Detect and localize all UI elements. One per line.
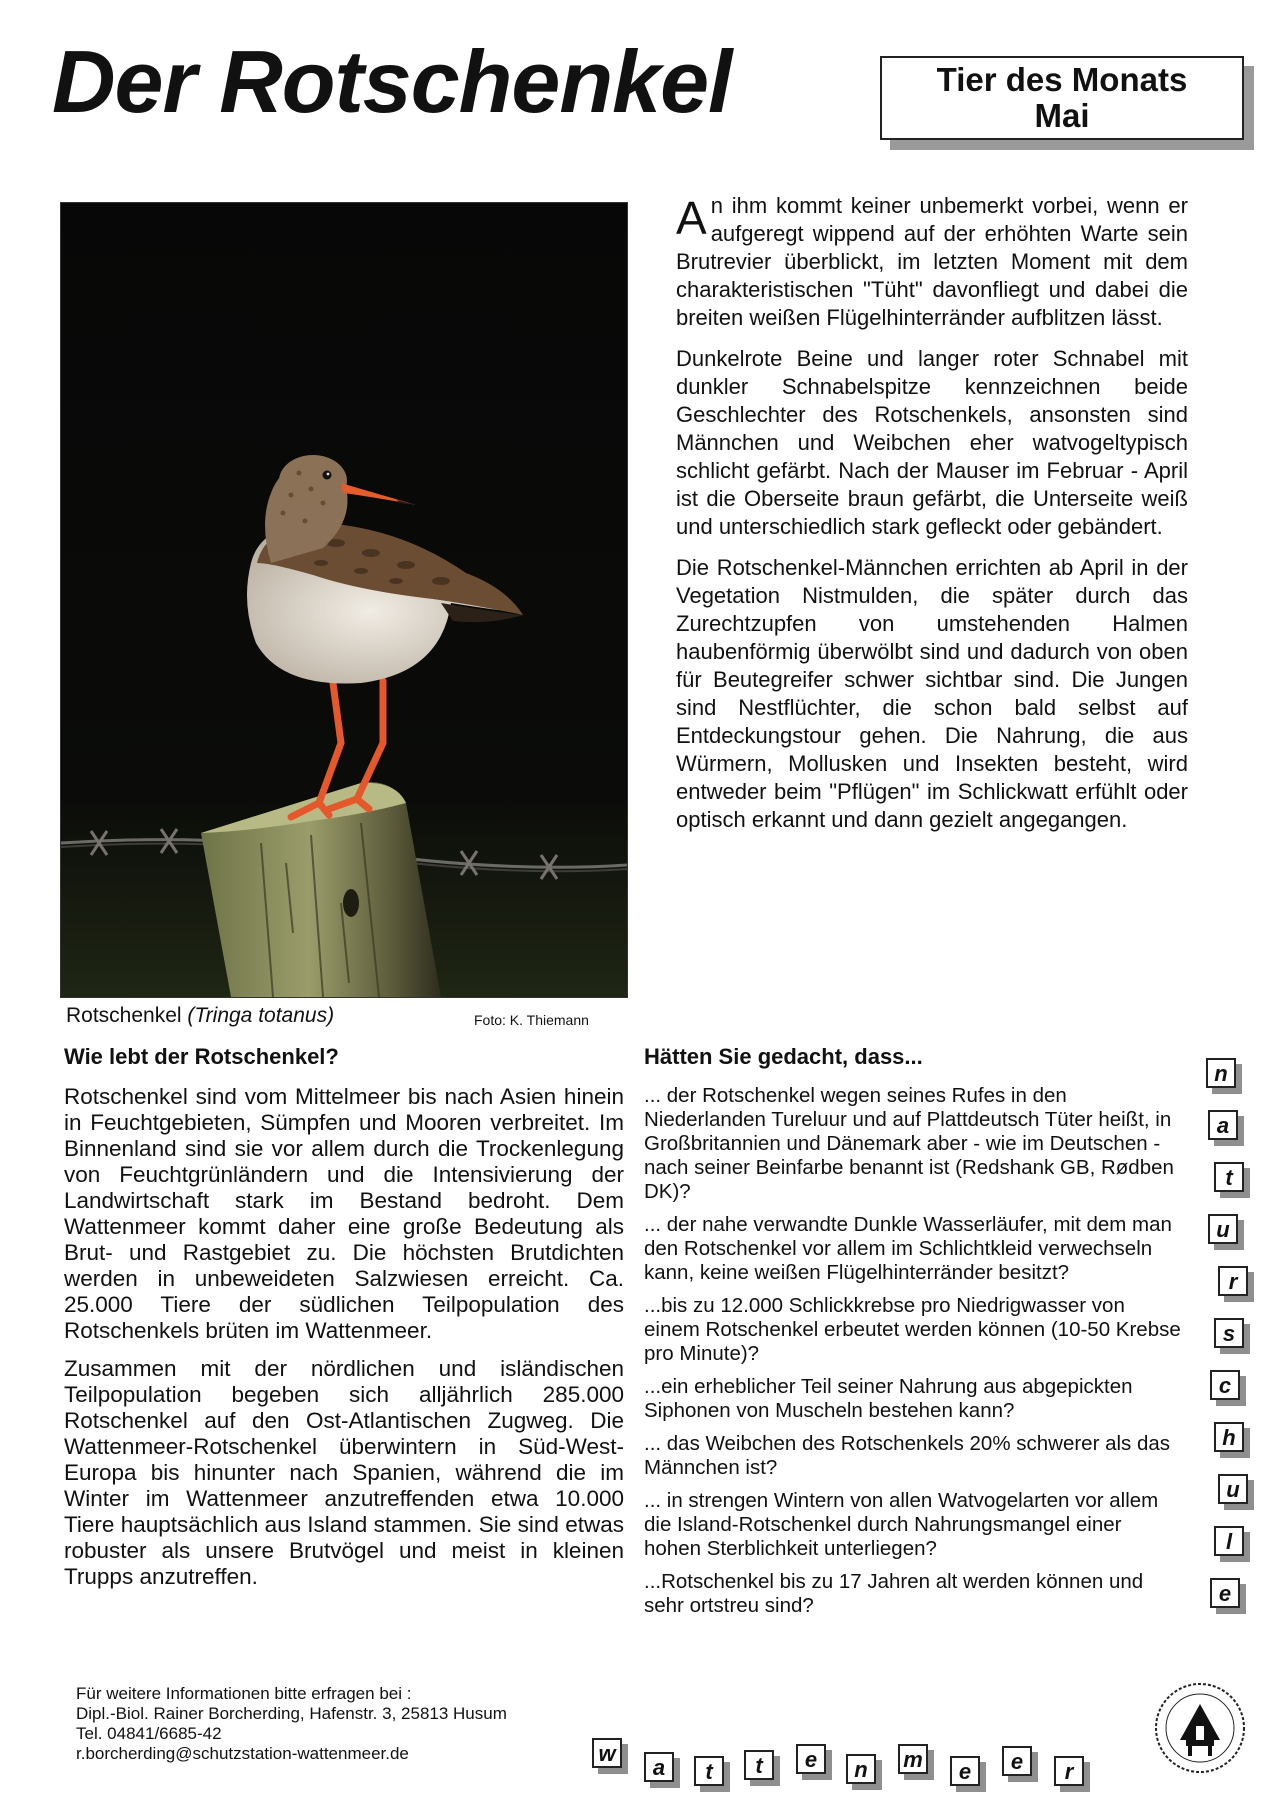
redshank-illustration — [61, 203, 627, 997]
fact-item: ... das Weibchen des Rotschenkels 20% schwerer als das Männchen ist? — [644, 1432, 1171, 1479]
animal-of-month-badge — [880, 56, 1244, 140]
side-letter-tile: a — [1208, 1110, 1238, 1140]
side-letter-tile: r — [1218, 1266, 1248, 1296]
contact-info — [76, 1684, 507, 1764]
bottom-letter-tile: m — [898, 1744, 928, 1774]
facts-section — [644, 1044, 1184, 1627]
badge-line-1: Tier des Monats — [936, 61, 1188, 98]
side-letter-tile: c — [1210, 1370, 1240, 1400]
bottom-letter-tile: t — [694, 1756, 724, 1786]
side-letter-tile: s — [1214, 1318, 1244, 1348]
caption-common-name: Rotschenkel — [66, 1004, 188, 1027]
bottom-letter-tile: a — [644, 1752, 674, 1782]
life-paragraph-2: Zusammen mit der nördlichen und isländischen Teilpopulation begeben sich alljährlich 285.000 Rotschenkel auf den Ost-Atlantischen Zugweg. Die Wattenmeer-Rotschenkel überwintern in Süd-West-Europa bis hinunter nach Spanien, während die im Winter im Wattenmeer anzutreffenden etwa 10.000 Tiere hauptsächlich aus Island stammen. Sie sind etwas robuster als unsere Brutvögel und meist in kleinen Trupps anzutreffen. — [64, 1356, 624, 1589]
schutzstation-seal-icon — [1152, 1680, 1248, 1776]
photo-credit: Foto: K. Thiemann — [474, 1012, 589, 1028]
intro-paragraph-3: Die Rotschenkel-Männchen errichten ab April in der Vegetation Nistmulden, die später durch das Zurechtzupfen von umstehenden Halmen haubenförmig überwölbt sind und dadurch von oben für Beutegreifer schwer sichtbar sind. Die Jungen sind Nestflüchter, die schon bald selbst auf Entdeckungstour gehen. Die Nahrung, die aus Würmern, Mollusken und Insekten besteht, wird entweder beim "Pflügen" im Schlickwatt erfühlt oder optisch erkannt und dann gezielt angegangen. — [676, 555, 1188, 832]
life-paragraph-1: Rotschenkel sind vom Mittelmeer bis nach Asien hinein in Feuchtgebieten, Sümpfen und Mooren verbreitet. Im Binnenland sind sie vor allem durch die Trockenlegung von Feuchtgrünländern und die Intensivierung der Landwirtschaft stark im Bestand bedroht. Dem Wattenmeer kommt daher eine große Bedeutung als Brut- und Rastgebiet zu. Die höchsten Brutdichten werden in unbeweideten Salzwiesen erreicht. Ca. 25.000 Tiere der südlichen Teilpopulation des Rotschenkels brüten im Wattenmeer. — [64, 1084, 624, 1343]
bottom-letter-tile: e — [1002, 1746, 1032, 1776]
bottom-letter-tile: e — [796, 1744, 826, 1774]
photo-caption — [66, 1004, 334, 1028]
contact-email: r.borcherding@schutzstation-wattenmeer.de — [76, 1744, 409, 1763]
life-section — [64, 1044, 624, 1602]
side-letter-tile: t — [1214, 1162, 1244, 1192]
intro-text — [676, 192, 1188, 847]
caption-latin-name: (Tringa totanus) — [187, 1004, 335, 1027]
intro-paragraph-1: An ihm kommt keiner unbemerkt vorbei, wenn er aufgeregt wippend auf der erhöhten Warte sein Brutrevier überblickt, im letzten Moment mit dem charakteristischen "Tüht" davonfliegt und dabei die breiten weißen Flügelhinterränder aufblitzen lässt. — [676, 192, 1188, 330]
redshank-photo — [60, 202, 628, 998]
drop-cap: A — [676, 192, 707, 244]
bottom-letter-tile: r — [1054, 1756, 1084, 1786]
intro-paragraph-2: Dunkelrote Beine und langer roter Schnabel mit dunkler Schnabelspitze kennzeichnen beide Geschlechter des Rotschenkels, ansonsten sind Männchen und Weibchen eher watvogeltypisch schlicht gefärbt. Nach der Mauser im Februar - April ist die Oberseite braun gefärbt, die Unterseite weiß und unterschiedlich stark gefleckt oder gebändert. — [676, 346, 1188, 539]
fact-item: ... der nahe verwandte Dunkle Wasserläufer, mit dem man den Rotschenkel vor allem im Schlichtkleid verwechseln kann, keine weißen Flügelhinterränder besitzt? — [644, 1213, 1172, 1284]
page-title: Der Rotschenkel — [52, 32, 732, 131]
fact-item: ...bis zu 12.000 Schlickkrebse pro Niedrigwasser von einem Rotschenkel erbeutet werden können (10-50 Krebse pro Minute)? — [644, 1294, 1181, 1365]
life-heading: Wie lebt der Rotschenkel? — [64, 1044, 339, 1069]
contact-line-1: Für weitere Informationen bitte erfragen bei : — [76, 1684, 412, 1703]
contact-phone: Tel. 04841/6685-42 — [76, 1724, 222, 1743]
side-letter-tile: l — [1214, 1526, 1244, 1556]
side-letter-tile: h — [1214, 1422, 1244, 1452]
fact-item: ... der Rotschenkel wegen seines Rufes in den Niederlanden Tureluur und auf Plattdeutsch Tüter heißt, in Großbritannien und Dänemark aber - wie im Deutschen - nach seiner Beinfarbe benannt ist (Redshank GB, Rødben DK)? — [644, 1084, 1174, 1203]
contact-name-address: Dipl.-Biol. Rainer Borcherding, Hafenstr. 3, 25813 Husum — [76, 1704, 507, 1723]
fact-item: ... in strengen Wintern von allen Watvogelarten vor allem die Island-Rotschenkel durch Nahrungsmangel einer hohen Sterblichkeit unterliegen? — [644, 1489, 1159, 1560]
bottom-letter-tile: t — [744, 1750, 774, 1780]
badge-line-2: Mai — [1034, 97, 1090, 134]
bottom-letter-tile: w — [592, 1738, 622, 1768]
side-letter-tile: u — [1208, 1214, 1238, 1244]
facts-heading: Hätten Sie gedacht, dass... — [644, 1044, 923, 1069]
side-letter-tile: e — [1210, 1578, 1240, 1608]
fact-item: ...Rotschenkel bis zu 17 Jahren alt werden können und sehr ortstreu sind? — [644, 1570, 1144, 1617]
side-letter-tile: u — [1218, 1474, 1248, 1504]
side-letter-tile: n — [1206, 1058, 1236, 1088]
bottom-letter-tile: e — [950, 1756, 980, 1786]
fact-item: ...ein erheblicher Teil seiner Nahrung aus abgepickten Siphonen von Muscheln bestehen kann? — [644, 1375, 1133, 1422]
bottom-letter-tile: n — [846, 1754, 876, 1784]
